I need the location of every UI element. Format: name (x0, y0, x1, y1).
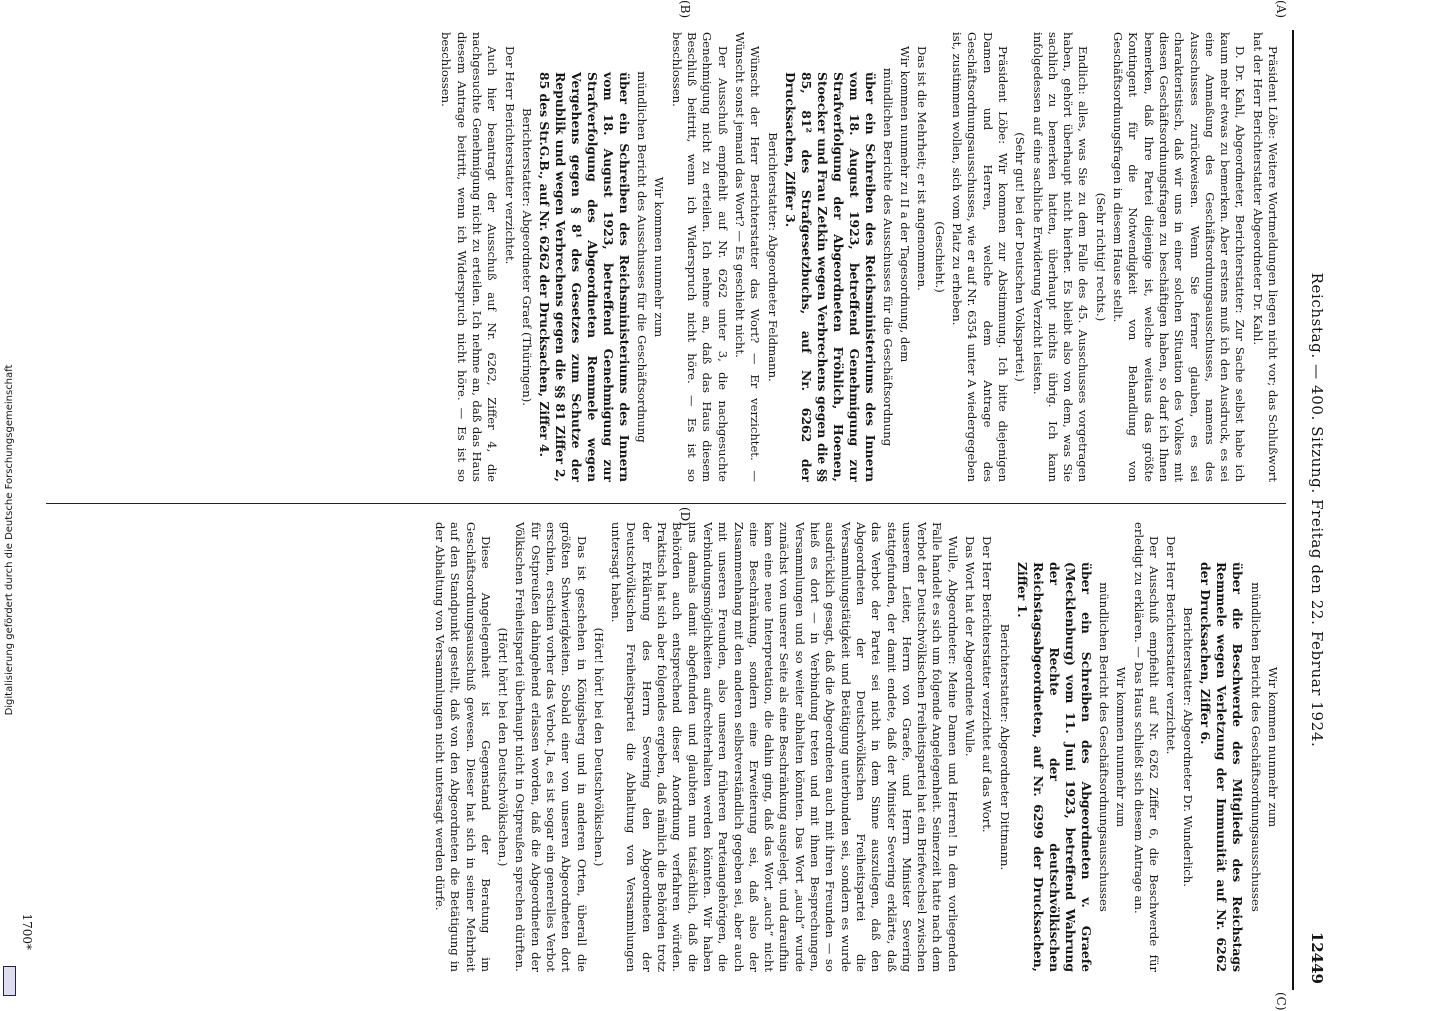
paragraph: Das ist die Mehrheit; er ist angenommen. (915, 46, 930, 291)
paragraph: Diese Angelegenheit ist Gegenstand der Beratung im Geschäftsordnungsausschuß gewesen. Dieser hat sich in seiner Mehrheit auf den Standpunkt gestellt, daß von den Abgeordneten die Betätigung in der Abhaltung von Versammlungen nicht untersagt werden dürfe. (432, 522, 493, 972)
paragraph: Der Ausschuß empfiehlt auf Nr. 6262 unter 3, die nachgesuchte Genehmigung nicht zu erteilen. Ich nehme an, daß das Haus diesem Beschluß beitritt, wenn ich Widerspruch nicht höre. — Es ist so beschlossen. (669, 32, 730, 482)
agenda-item: über ein Schreiben des Reichsministeriums des Innern vom 18. August 1923, betreffend Genehmigung zur Strafverfolgung des Abgeordneten Remmele wegen Vergehens gegen § 8¹ des Gesetzes zum Schutze der Republik und wegen Verbrechens gegen die §§ 81 Ziffer 2, 85 des Str.G.B., auf Nr. 6262 der Drucksachen, Ziffer 4. (536, 72, 632, 482)
paragraph: Auch hier beantragt der Ausschuß auf Nr. 6262, Ziffer 4, die nachgesuchte Genehmigung nicht zu erteilen. Ich nehme an, daß das Haus diesem Antrage beitritt, wenn ich Widerspruch nicht höre. — Es ist so beschlossen. (439, 32, 500, 482)
margin-mark-c: (C) (1274, 992, 1288, 1011)
interjection: (Sehr gut! bei der Deutschen Volkspartei.) (1013, 132, 1028, 382)
paragraph: Präsident Löbe: Wir kommen zur Abstimmung. Ich bitte diejenigen Damen und Herren, welche dem Antrage des Geschäftsordnungsausschusses, wie er auf Nr. 6354 unter A wiedergegeben ist, zustimmen wollen, sich vom Platz zu erheben. (950, 32, 1010, 482)
digitization-note-text: Digitalisierung gefördert durch die Deutsche Forschungsgemeinschaft (4, 364, 15, 716)
rapporteur: Berichterstatter: Abgeordneter Feldmann. (765, 132, 780, 382)
report-heading: mündlichen Bericht des Ausschusses für die Geschäftsordnung (635, 71, 650, 443)
interjection: (Hört! hört! bei den Deutschvölkischen.) (591, 627, 606, 867)
margin-mark-a: (A) (1274, 0, 1288, 19)
paragraph: Das ist geschehen in Königsberg und in anderen Orten, überall die größten Schwierigkeiten. Sobald einer von unseren Abgeordneten dort erschien, erschien vorher das Verbot. Ja, es ist sogar ein generelles Verbot für Ostpreußen dahingehend erlassen worden, daß die Abgeordneten der Völkischen Freiheitspartei überhaupt nicht in Ostpreußen sprechen dürften. (513, 522, 589, 972)
paragraph: Endlich: alles, was Sie zu dem Falle des 45. Ausschusses vorgetragen haben, gehört überhaupt nicht hierher. Es bleibt also von dem, was Sie sachlich zu bemerken hatten, überhaupt nichts übrig. Ich kann infolgedessen auf eine sachliche Erwiderung Verzicht leisten. (1030, 32, 1091, 482)
paragraph: Der Herr Berichterstatter verzichtet. (1164, 536, 1179, 755)
digitization-note (4, 100, 16, 980)
paragraph: Der Herr Berichterstatter verzichtet. (502, 46, 517, 265)
running-header (1292, 30, 1332, 990)
dfg-logo (3, 966, 16, 996)
column-divider (46, 503, 1286, 504)
rapporteur: Berichterstatter: Abgeordneter Graef (Thüringen). (519, 107, 534, 406)
paragraph: Wir kommen nunmehr zum (652, 176, 667, 338)
paragraph: Der Herr Berichterstatter verzichtet auf das Wort. (980, 536, 995, 833)
report-heading: mündlichen Bericht des Geschäftsordnungsausschusses (1096, 582, 1111, 912)
paragraph: Wir kommen nunmehr zum (1266, 666, 1280, 828)
paragraph: Wulle, Abgeordneter: Meine Damen und Herren! In dem vorliegenden Falle handelt es sich um folgende Angelegenheit. Seinerzeit hatte nach dem Verbot der Deutschvölkischen Freiheitspartei hat ein Briefwechsel zwischen unserem Leiter, Herrn von Graefe, und Herrn Minister Severing stattgefunden, der damit endete, daß der Minister Severing erklärte, daß das Verbot der Partei sei nicht in dem Sinne auszulegen, daß den Abgeordneten der Deutschvölkischen Freiheitspartei die Versammlungstätigkeit und Betätigung unterbunden sei, sondern es wurde ausdrücklich gesagt, daß die Abgeordneten auch mit ihren Freunden — so hieß es dort — in Verbindung treten und mit ihnen Besprechungen, Versammlungen und so weiter abhalten könnten. Das Wort „auch“ wurde zunächst von unserer Seite als eine Beschränkung ausgelegt, und daraufhin kam eine neue Interpretation, die dahin ging, daß das Wort „auch“ nicht eine Beschränkung, sondern eine Erweiterung sei, daß also der Zusammenhang mit den anderen selbstverständlich gegeben sei, aber auch mit unseren Freunden, also unseren früheren Parteiangehörigen, die Verbindungsmöglichkeiten aufrechterhalten werden könnten. Wir haben uns damals damit abgefunden und glaubten nun tatsächlich, daß die Behörden auch entsprechend dieser Anordnung verfahren würden. Praktisch hat sich aber folgendes ergeben, daß nämlich die Behörden trotz der Erklärung des Herrn Severing den Abgeordneten der Deutschvölkischen Freiheitspartei die Abhaltung von Versammlungen untersagt haben. (609, 522, 960, 972)
paragraph: D. Dr. Kahl, Abgeordneter, Berichterstatter: Zur Sache selbst habe ich kaum mehr etwas zu bemerken. Aber erstens muß ich den Ausdruck, es sei eine Anmaßung des Geschäftsordnungsausschusses, namens des Ausschusses zurückweisen. Wenn Sie ferner glauben, es sei charakteristisch, daß wir uns in einer solchen Situation des Volkes mit diesen Geschäftsordnungsfragen zu beschäftigen haben, so darf ich Ihnen bemerken, daß Ihre Partei diejenige ist, welche weitaus das größte Kontingent für die Notwendigkeit von Behandlung von Geschäftsordnungsfragen in diesem Hause stellt. (1111, 32, 1248, 482)
interjection: (Geschieht.) (932, 221, 947, 293)
rapporteur: Berichterstatter: Abgeordneter Dittmann. (997, 623, 1012, 871)
right-column (50, 522, 1280, 972)
agenda-item: über ein Schreiben des Abgeordneten v. Graefe (Mecklenburg) vom 11. Juni 1923, betreffend Wahrung der Rechte der deutschvölkischen Reichstagsabgeordneten, auf Nr. 6299 der Drucksachen, Ziffer 1. (1014, 562, 1094, 972)
agenda-item: über ein Schreiben des Reichsministeriums des Innern vom 18. August 1923, betreffend Genehmigung zur Strafverfolgung der Abgeordneten Fröhlich, Hoenen, Stoecker und Frau Zetkin wegen Verbrechens gegen die §§ 85, 81² des Strafgesetzbuchs, auf Nr. 6262 der Drucksachen, Ziffer 3. (782, 72, 878, 482)
interjection: (Hört! hört! bei den Deutschvölkischen.) (496, 627, 511, 867)
paragraph: Wir kommen nunmehr zum (1114, 666, 1129, 828)
paragraph: Wünscht der Herr Berichterstatter das Wort? — Er verzichtet. — Wünscht sonst jemand das Wort? — Es geschieht nicht. (732, 32, 763, 482)
agenda-item: über die Beschwerde des Mitglieds des Reichstags Remmele wegen Verletzung der Immunität auf Nr. 6262 der Drucksachen, Ziffer 6. (1198, 562, 1246, 972)
interjection: (Sehr richtig! rechts.) (1093, 192, 1108, 322)
page-number: 12449 (1308, 931, 1326, 984)
running-head: Reichstag. — 400. Sitzung. Freitag den 22. Februar 1924. (1308, 272, 1326, 748)
folio-number: 1700* (20, 913, 34, 950)
report-heading: mündlichen Bericht des Geschäftsordnungsausschusses (1248, 582, 1263, 912)
paragraph: Das Wort hat der Abgeordnete Wulle. (963, 536, 978, 757)
paragraph: Wir kommen nunmehr zu II a der Tagesordnung, dem (898, 46, 913, 363)
paragraph: Präsident Löbe: Weitere Wortmeldungen liegen nicht vor; das Schlußwort hat der Herr Berichterstatter Abgeordneter Dr. Kahl. (1250, 32, 1280, 482)
left-column (50, 32, 1280, 482)
margin-mark-d: (D) (678, 507, 692, 526)
rotated-page (20, 0, 1332, 1011)
paragraph: Der Ausschuß empfiehlt auf Nr. 6262 Ziffer 6, die Beschwerde für erledigt zu erklären. — Das Haus schließt sich diesem Antrage an. (1131, 522, 1161, 972)
rapporteur: Berichterstatter: Abgeordneter Dr. Wunderlich. (1181, 607, 1196, 887)
report-heading: mündlichen Berichte des Ausschusses für die Geschäftsordnung (880, 67, 895, 447)
margin-mark-b: (B) (678, 0, 692, 19)
